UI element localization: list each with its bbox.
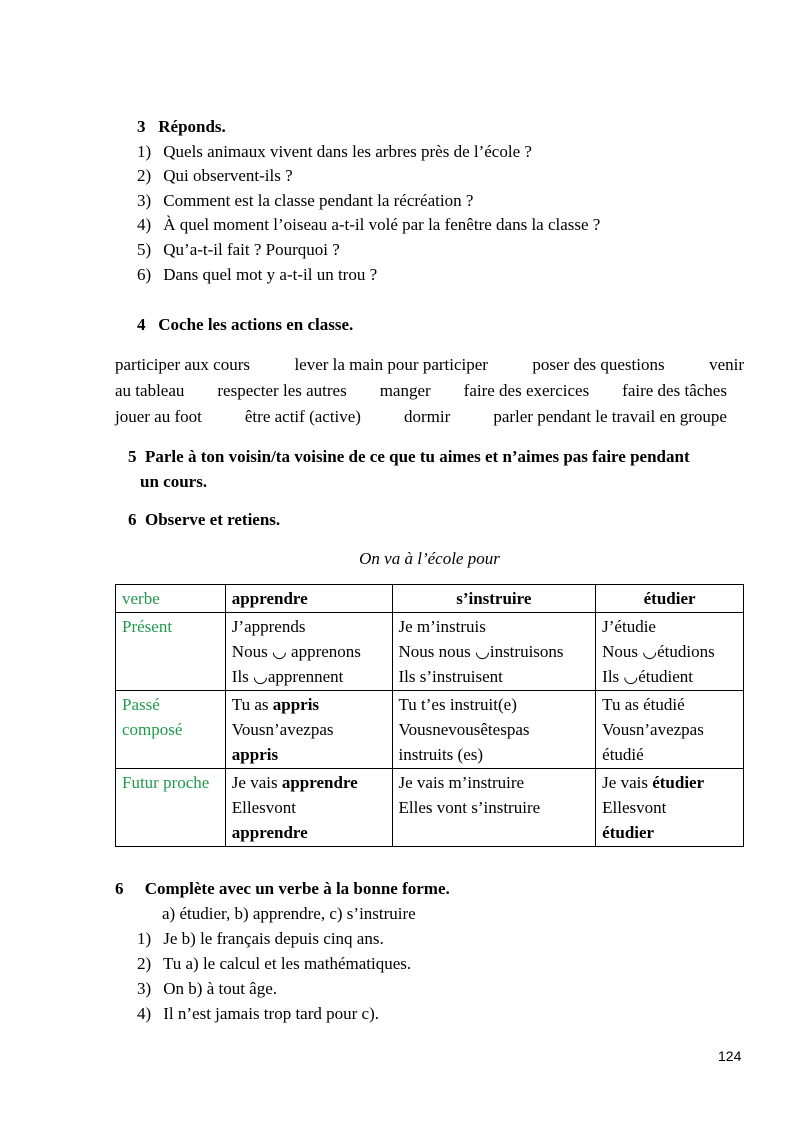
table-header-row bbox=[116, 585, 744, 613]
checkbox-line-3: jouer au foot être actif (active) dormir parler pendant le travail en groupe bbox=[115, 407, 727, 426]
exercise-title: Parle à ton voisin/ta voisine de ce que tu aimes et n’aimes pas faire pendant bbox=[145, 447, 690, 466]
row-label: Futur proche bbox=[116, 769, 226, 847]
table-cell: J’étudie Nous ◡étudions Ils ◡étudient bbox=[596, 613, 744, 691]
list-item: 2) Qui observent-ils ? bbox=[137, 166, 293, 185]
exercise-title: Complète avec un verbe à la bonne forme. bbox=[144, 879, 450, 898]
header-cell: s’instruire bbox=[392, 585, 596, 613]
exercise-4-heading bbox=[137, 313, 353, 337]
table-cell: J’apprends Nous ◡ apprenons Ils ◡apprennent bbox=[225, 613, 392, 691]
checkbox-line-2: au tableau respecter les autres manger faire des exercices faire des tâches bbox=[115, 381, 727, 400]
list-item: 4) Il n’est jamais trop tard pour c). bbox=[137, 1004, 379, 1023]
list-item: 4) À quel moment l’oiseau a-t-il volé par la fenêtre dans la classe ? bbox=[137, 215, 601, 234]
table-cell: Tu as appris Vousn’avezpas appris bbox=[225, 691, 392, 769]
exercise-number: 5 bbox=[128, 447, 137, 466]
table-row-passe-compose bbox=[116, 691, 744, 769]
exercise-complete-heading bbox=[115, 877, 450, 901]
list-item: 6) Dans quel mot y a-t-il un trou ? bbox=[137, 265, 378, 284]
table-cell: Je vais étudier Ellesvont étudier bbox=[596, 769, 744, 847]
header-cell: étudier bbox=[596, 585, 744, 613]
list-item: 3) Comment est la classe pendant la récréation ? bbox=[137, 191, 474, 210]
header-cell: apprendre bbox=[225, 585, 392, 613]
exercise-number: 3 bbox=[137, 117, 146, 136]
exercise-6-heading bbox=[128, 508, 280, 532]
exercise-title: Observe et retiens. bbox=[145, 510, 281, 529]
exercise-title: Coche les actions en classe. bbox=[158, 315, 354, 334]
exercise-3-heading bbox=[137, 115, 226, 139]
exercise-5-line-2: un cours. bbox=[140, 472, 208, 491]
row-label: Passé composé bbox=[116, 691, 226, 769]
exercise-number: 6 bbox=[128, 510, 137, 529]
table-cell: Je m’instruis Nous nous ◡instruisons Ils s’instruisent bbox=[392, 613, 596, 691]
verb-choices: a) étudier, b) apprendre, c) s’instruire bbox=[162, 904, 416, 923]
page-number: 124 bbox=[718, 1048, 742, 1064]
table-cell: Je vais apprendre Ellesvont apprendre bbox=[225, 769, 392, 847]
list-item: 2) Tu a) le calcul et les mathématiques. bbox=[137, 954, 412, 973]
list-item: 1) Je b) le français depuis cinq ans. bbox=[137, 929, 384, 948]
checkbox-line-1: participer aux cours lever la main pour participer poser des questions venir bbox=[115, 355, 744, 374]
header-cell: verbe bbox=[116, 585, 226, 613]
table-row-present bbox=[116, 613, 744, 691]
table-cell: Tu as étudié Vousn’avezpas étudié bbox=[596, 691, 744, 769]
row-label: Présent bbox=[116, 613, 226, 691]
table-cell: Je vais m’instruire Elles vont s’instruire bbox=[392, 769, 596, 847]
conjugation-table bbox=[115, 584, 744, 847]
list-item: 5) Qu’a-t-il fait ? Pourquoi ? bbox=[137, 240, 340, 259]
exercise-number: 6 bbox=[115, 879, 124, 898]
table-row-futur-proche bbox=[116, 769, 744, 847]
exercise-title: Réponds. bbox=[158, 117, 226, 136]
table-cell: Tu t’es instruit(e) Vousnevousêtespas instruits (es) bbox=[392, 691, 596, 769]
list-item: 1) Quels animaux vivent dans les arbres près de l’école ? bbox=[137, 142, 532, 161]
exercise-5-heading bbox=[128, 445, 690, 469]
exercise-number: 4 bbox=[137, 315, 146, 334]
table-caption: On va à l’école pour bbox=[359, 549, 500, 568]
list-item: 3) On b) à tout âge. bbox=[137, 979, 278, 998]
